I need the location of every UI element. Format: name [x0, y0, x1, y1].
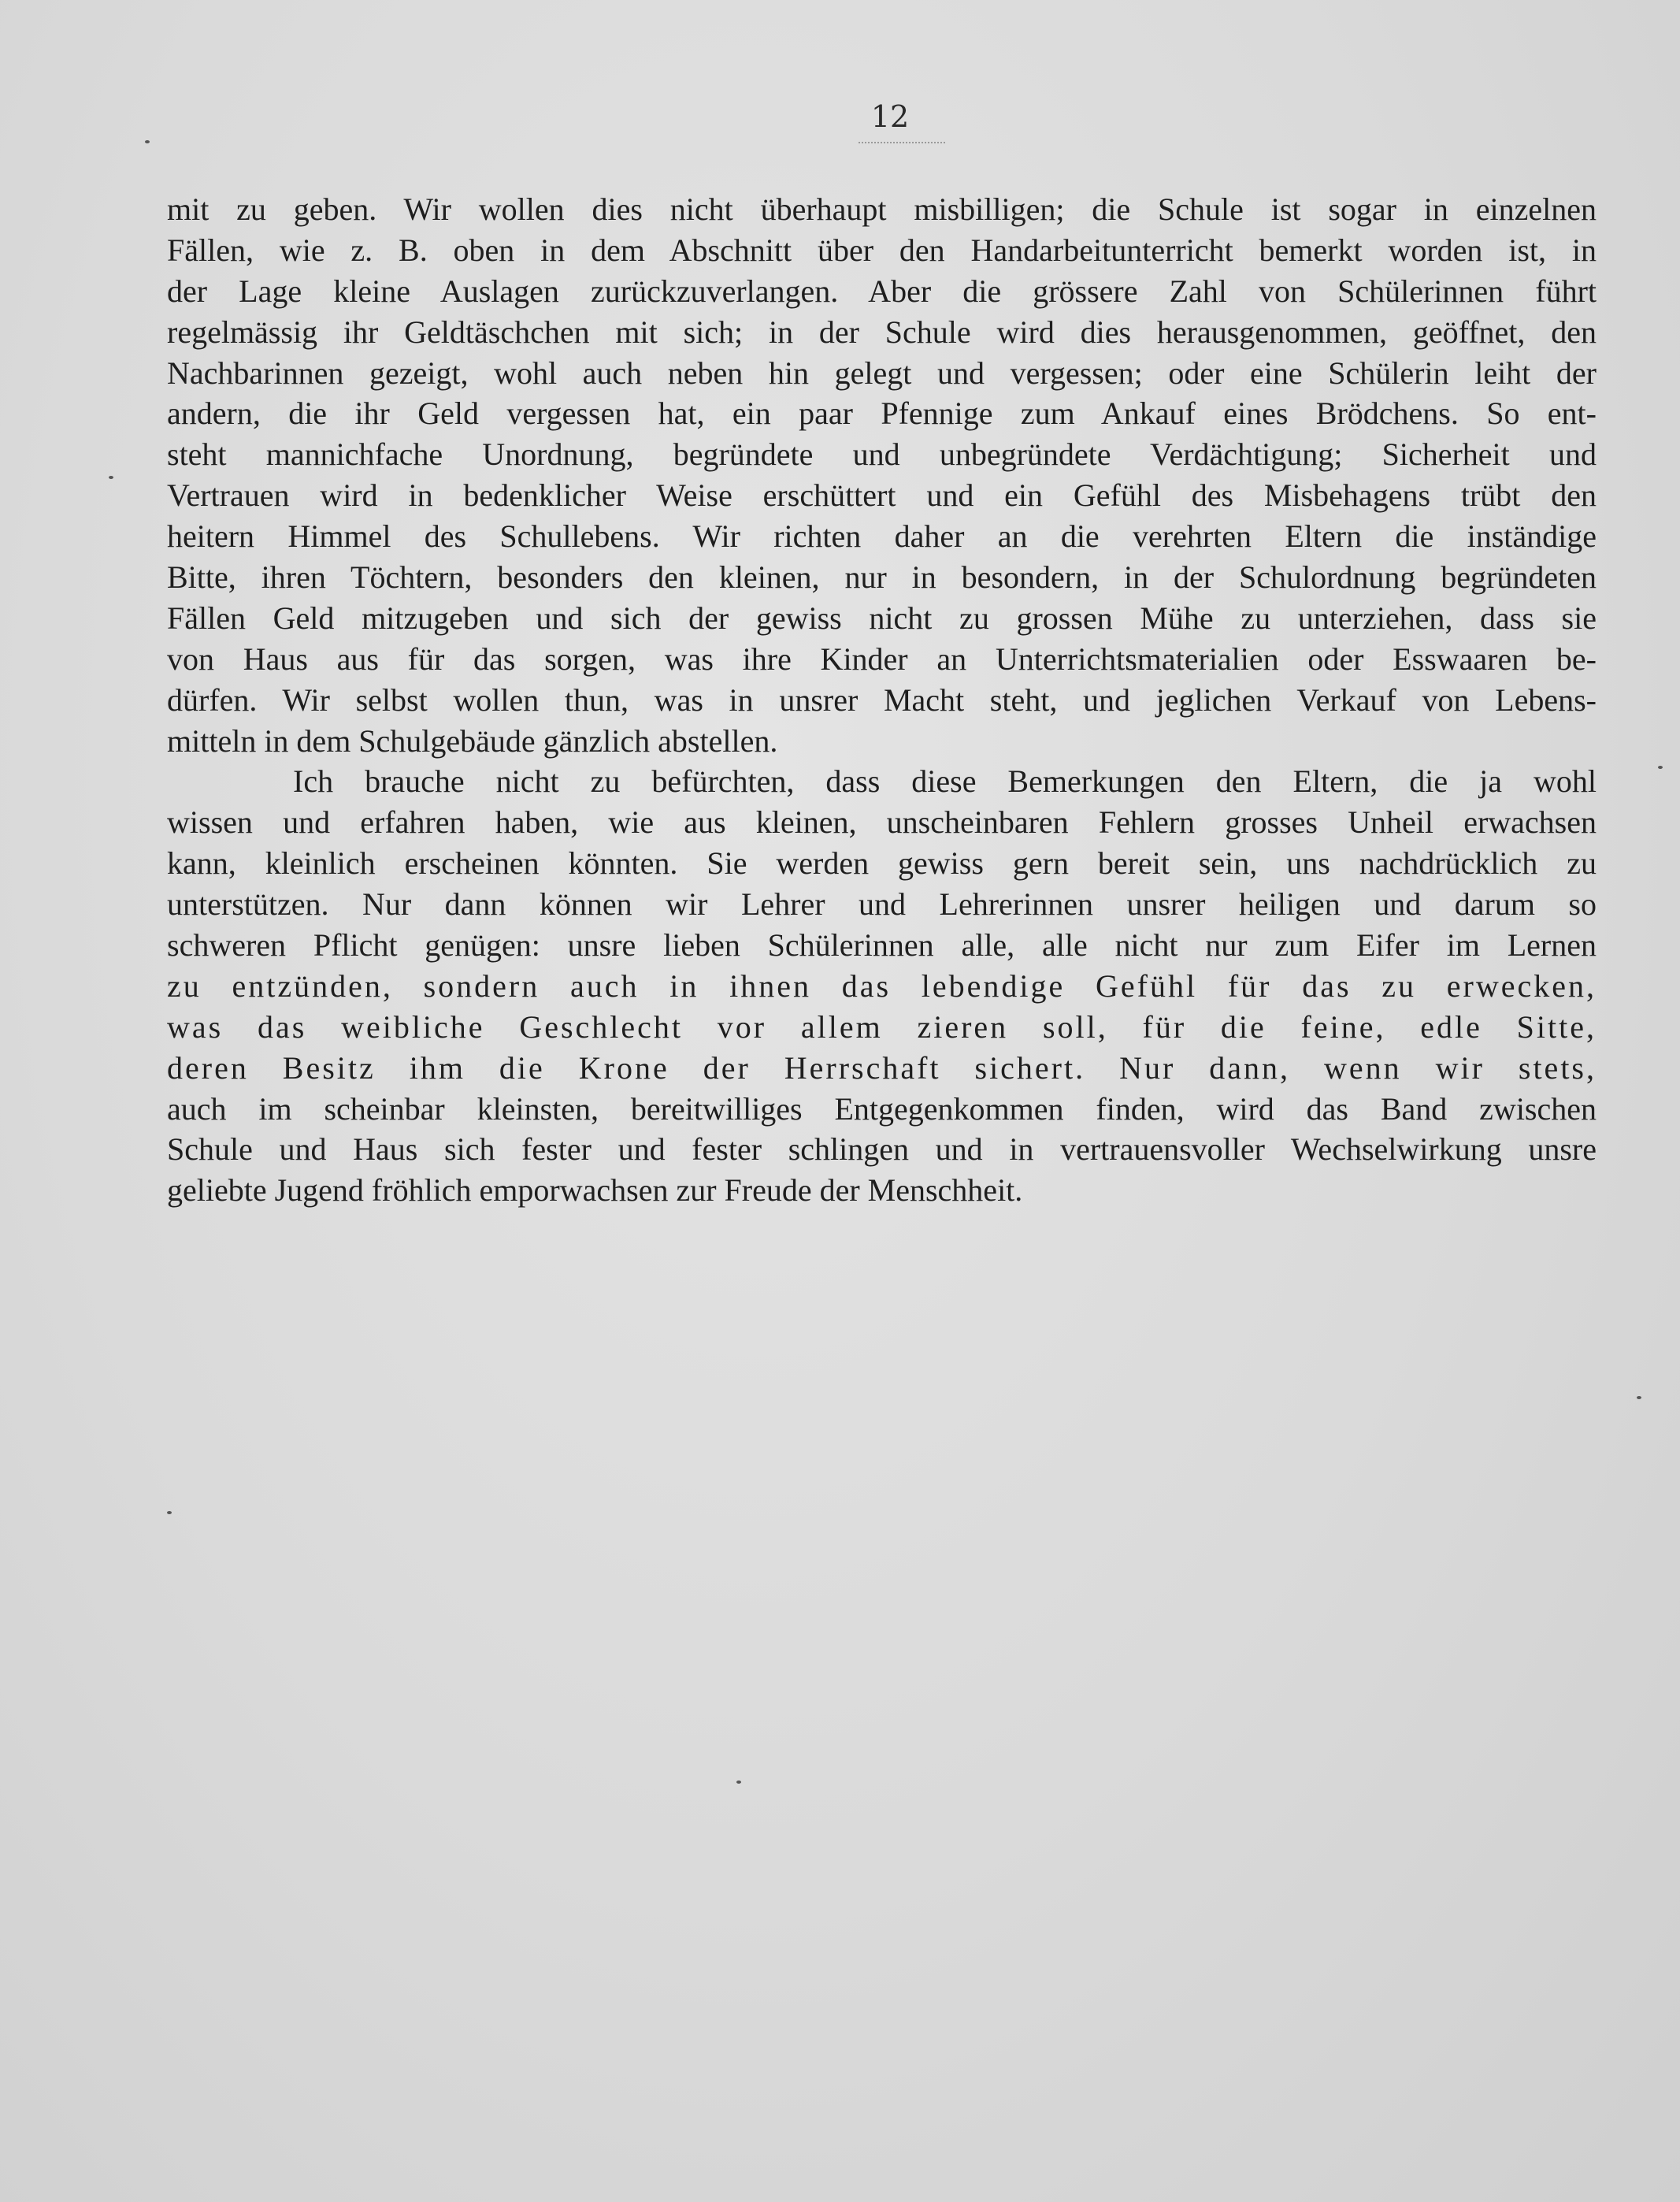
text-line: deren Besitz ihm die Krone der Herrschaft sichert. Nur dann, wenn wir stets, [167, 1049, 1597, 1086]
text-line: schweren Pflicht genügen: unsre lieben Schülerinnen alle, alle nicht nur zum Eifer im Lernen [167, 927, 1597, 964]
text-line: steht mannichfache Unordnung, begründete und unbegründete Verdächtigung; Sicherheit und [167, 436, 1597, 473]
body-text [167, 189, 1597, 1211]
text-line: dürfen. Wir selbst wollen thun, was in unsrer Macht steht, und jeglichen Verkauf von Lebens- [167, 681, 1597, 718]
text-line: Ich brauche nicht zu befürchten, dass diese Bemerkungen den Eltern, die ja wohl [293, 763, 1597, 800]
text-line: auch im scheinbar kleinsten, bereitwilliges Entgegenkommen finden, wird das Band zwischen [167, 1090, 1597, 1127]
text-line: von Haus aus für das sorgen, was ihre Kinder an Unterrichtsmaterialien oder Esswaaren be- [167, 641, 1597, 677]
text-line: unterstützen. Nur dann können wir Lehrer und Lehrerinnen unsrer heiligen und darum so [167, 886, 1597, 923]
text-line: der Lage kleine Auslagen zurückzuverlangen. Aber die grössere Zahl von Schülerinnen führt [167, 273, 1597, 309]
text-line: Fällen, wie z. B. oben in dem Abschnitt über den Handarbeitunterricht bemerkt worden ist, in [167, 232, 1597, 268]
text-line: zu entzünden, sondern auch in ihnen das lebendige Gefühl für das zu erwecken, [167, 967, 1597, 1004]
page-number: 12 [870, 99, 910, 134]
text-line: mitteln in dem Schulgebäude gänzlich abstellen. [167, 722, 778, 759]
scan-speck [145, 140, 150, 143]
text-line: wissen und erfahren haben, wie aus kleinen, unscheinbaren Fehlern grosses Unheil erwachsen [167, 804, 1597, 841]
text-line: Schule und Haus sich fester und fester schlingen und in vertrauensvoller Wechselwirkung unsre [167, 1131, 1597, 1168]
scan-speck [1658, 766, 1663, 769]
page-number-rule [859, 142, 945, 143]
paragraph-2 [167, 761, 1597, 1211]
text-line: kann, kleinlich erscheinen könnten. Sie werden gewiss gern bereit sein, uns nachdrücklich zu [167, 845, 1597, 882]
paragraph-1 [167, 189, 1597, 761]
text-line: mit zu geben. Wir wollen dies nicht überhaupt misbilligen; die Schule ist sogar in einzelnen [167, 191, 1597, 227]
text-line: Vertrauen wird in bedenklicher Weise erschüttert und ein Gefühl des Misbehagens trübt den [167, 477, 1597, 514]
text-line: Bitte, ihren Töchtern, besonders den kleinen, nur in besondern, in der Schulordnung begründeten [167, 559, 1597, 596]
text-line: andern, die ihr Geld vergessen hat, ein paar Pfennige zum Ankauf eines Brödchens. So ent- [167, 395, 1597, 432]
text-line: regelmässig ihr Geldtäschchen mit sich; in der Schule wird dies herausgenommen, geöffnet, den [167, 314, 1597, 350]
scan-speck [736, 1781, 741, 1784]
text-line: heitern Himmel des Schullebens. Wir richten daher an die verehrten Eltern die inständige [167, 518, 1597, 555]
text-line: was das weibliche Geschlecht vor allem zieren soll, für die feine, edle Sitte, [167, 1008, 1597, 1045]
text-line: Nachbarinnen gezeigt, wohl auch neben hin gelegt und vergessen; oder eine Schülerin leiht der [167, 355, 1597, 391]
scan-speck [109, 476, 113, 479]
text-line: geliebte Jugend fröhlich emporwachsen zur Freude der Menschheit. [167, 1172, 1023, 1209]
scan-speck [167, 1511, 172, 1514]
text-line: Fällen Geld mitzugeben und sich der gewiss nicht zu grossen Mühe zu unterziehen, dass sie [167, 600, 1597, 636]
scan-speck [1637, 1396, 1641, 1399]
